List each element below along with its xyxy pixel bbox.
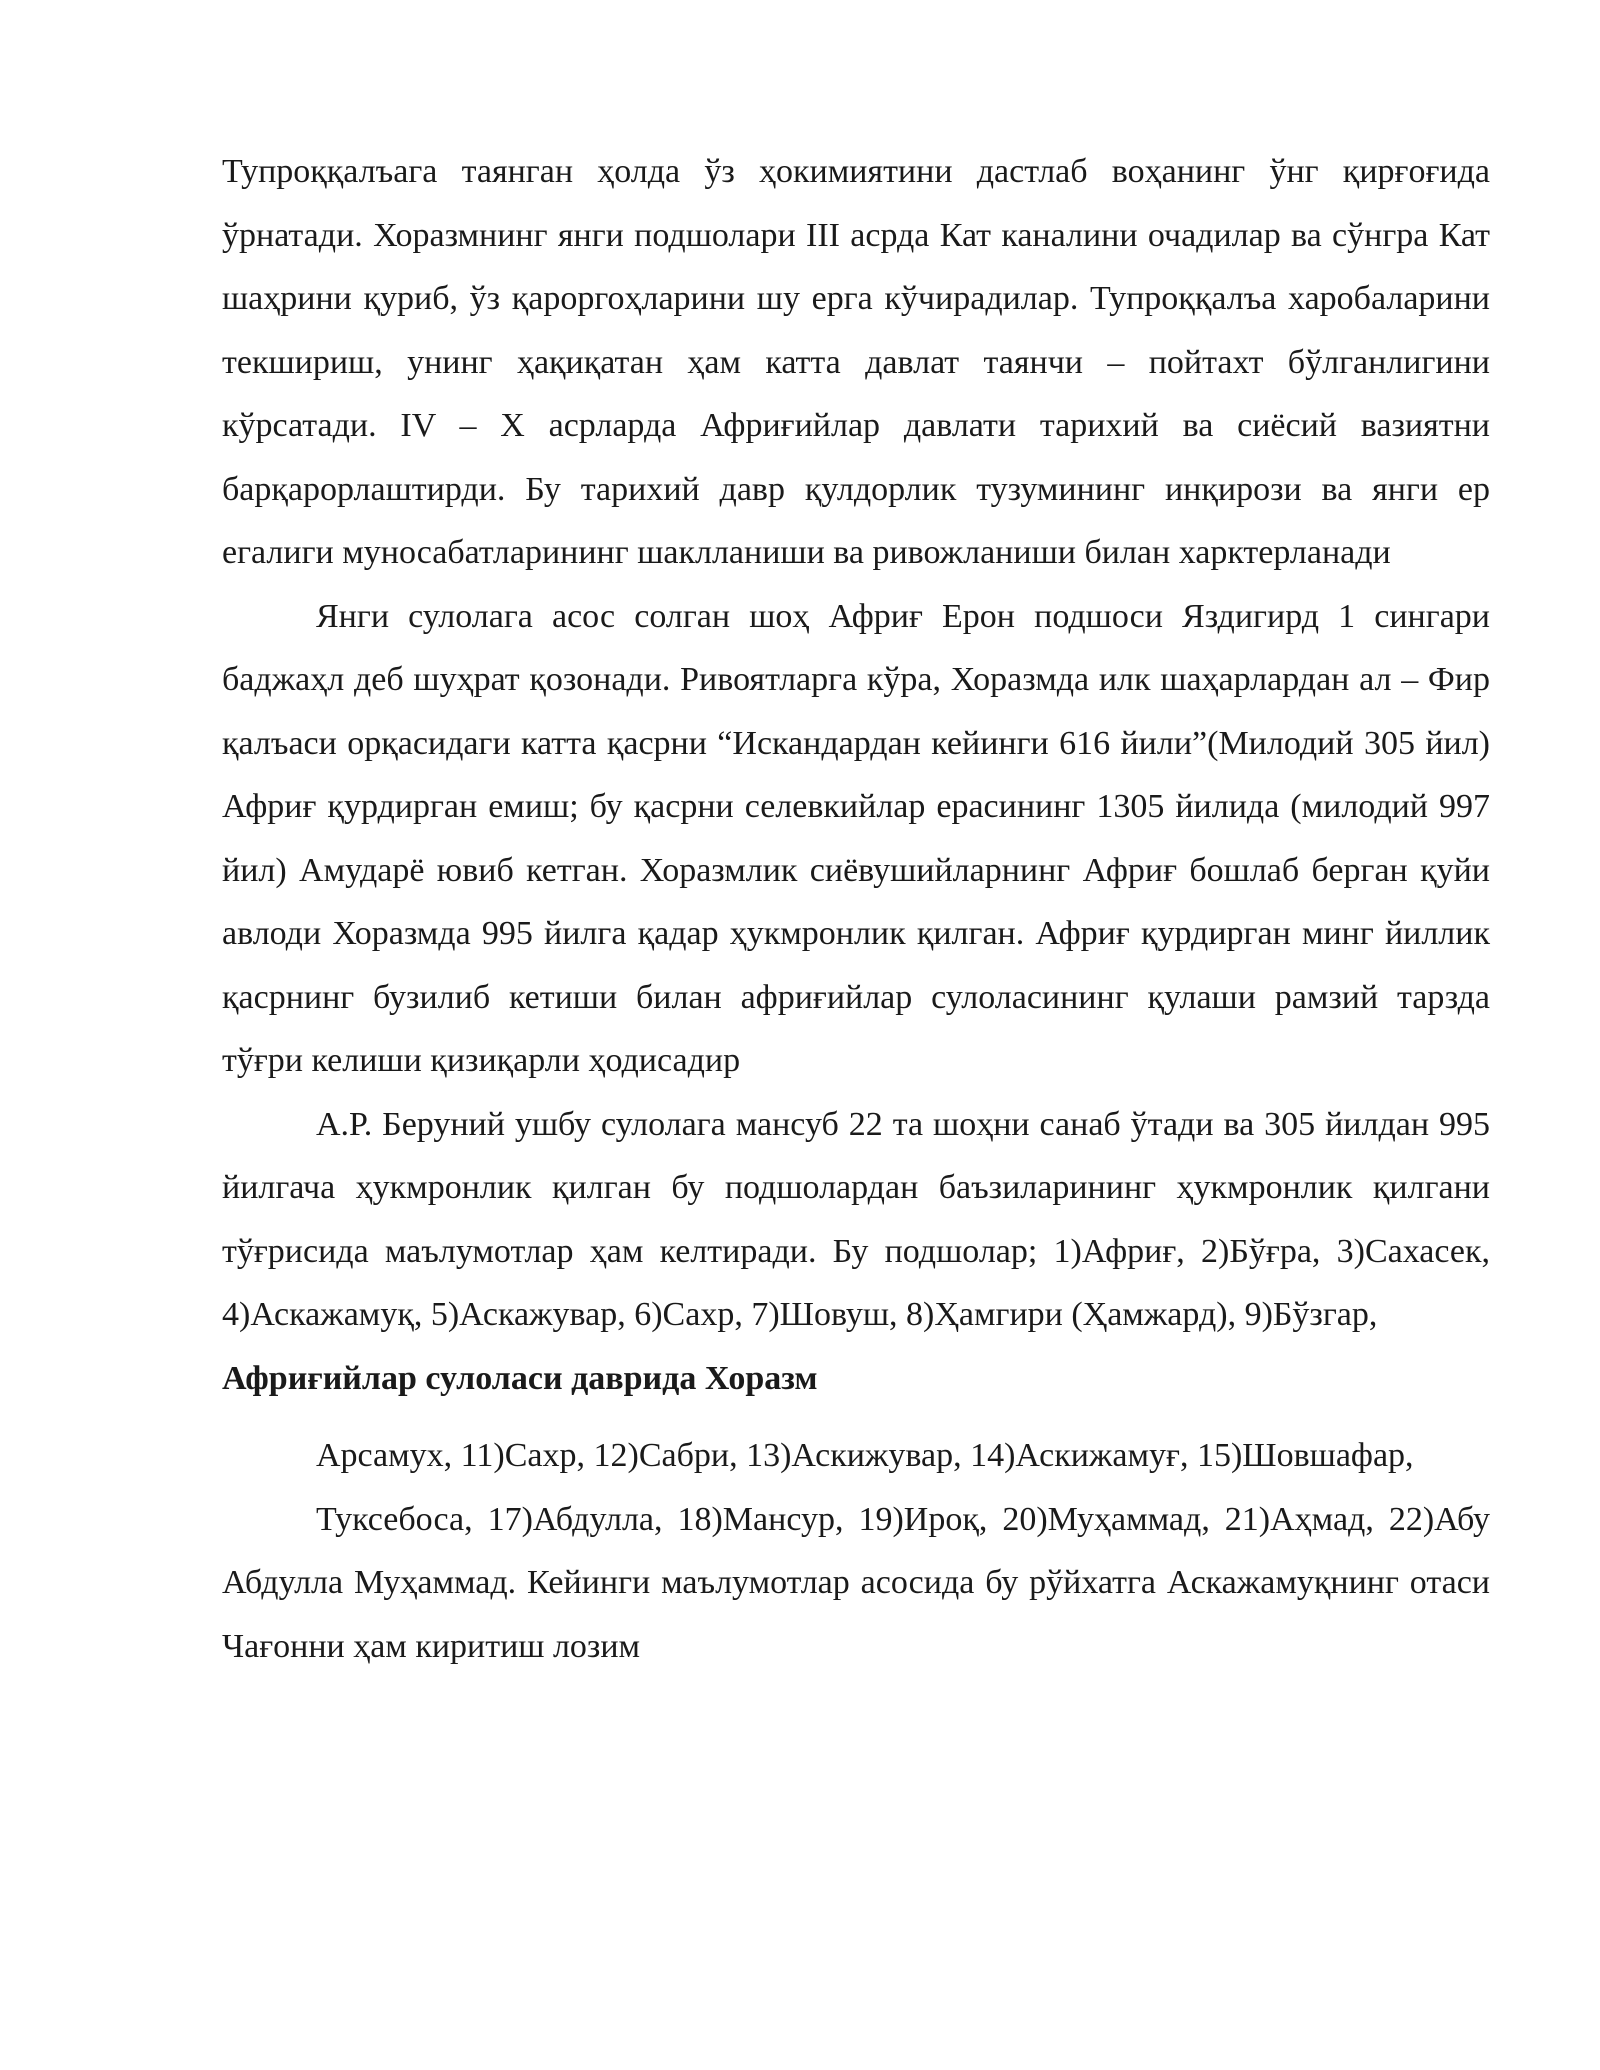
paragraph-1: Тупроққалъага таянган ҳолда ўз ҳокимиятини дастлаб воҳанинг ўнг қирғоғида ўрнатади. Хоразмнинг янги подшолари III асрда Кат каналини очадилар ва сўнгра Кат шаҳрини қуриб, ўз қароргоҳларини шу ерга кўчирадилар. Тупроққалъа харобаларини текшириш, унинг ҳақиқатан ҳам катта давлат таянчи – пойтахт бўлганлигини кўрсатади. IV – X асрларда Африғийлар давлати тарихий ва сиёсий вазиятни барқарорлаштирди. Бу тарихий давр қулдорлик тузумининг инқирози ва янги ер егалиги муносабатларининг шаклланиши ва ривожланиши билан харктерланади bbox=[222, 153, 1490, 571]
document-page bbox=[222, 140, 1490, 1678]
paragraph-5: Туксебоса, 17)Абдулла, 18)Мансур, 19)Ироқ, 20)Муҳаммад, 21)Аҳмад, 22)Абу Абдулла Муҳаммад. Кейинги маълумотлар асосида бу рўйхатга Аскажамуқнинг отаси Чағонни ҳам киритиш лозим bbox=[222, 1500, 1490, 1665]
paragraph-4: Арсамух, 11)Сахр, 12)Сабри, 13)Аскижувар, 14)Аскижамуғ, 15)Шовшафар, bbox=[316, 1437, 1414, 1474]
section-heading: Африғийлар сулоласи даврида Хоразм bbox=[222, 1359, 818, 1397]
paragraph-3: А.Р. Беруний ушбу сулолага мансуб 22 та шоҳни санаб ўтади ва 305 йилдан 995 йилгача ҳукмронлик қилган бу подшолардан баъзиларининг ҳукмронлик қилгани тўғрисида маълумотлар ҳам келтиради. Бу подшолар; 1)Африғ, 2)Бўғра, 3)Сахасек, 4)Аскажамуқ, 5)Аскажувар, 6)Сахр, 7)Шовуш, 8)Ҳамгири (Ҳамжард), 9)Бўзгар, bbox=[222, 1105, 1490, 1333]
paragraph-2: Янги сулолага асос солган шоҳ Африғ Ерон подшоси Яздигирд 1 сингари баджаҳл деб шуҳрат қозонади. Ривоятларга кўра, Хоразмда илк шаҳарлардан ал – Фир қалъаси орқасидаги катта қасрни “Искандардан кейинги 616 йили”(Милодий 305 йил) Африғ қурдирган емиш; бу қасрни селевкийлар ерасининг 1305 йилида (милодий 997 йил) Амударё ювиб кетган. Хоразмлик сиёвушийларнинг Африғ бошлаб берган қуйи авлоди Хоразмда 995 йилга қадар ҳукмронлик қилган. Африғ қурдирган минг йиллик қасрнинг бузилиб кетиши билан африғийлар сулоласининг қулаши рамзий тарзда тўғри келиши қизиқарли ҳодисадир bbox=[222, 597, 1490, 1079]
